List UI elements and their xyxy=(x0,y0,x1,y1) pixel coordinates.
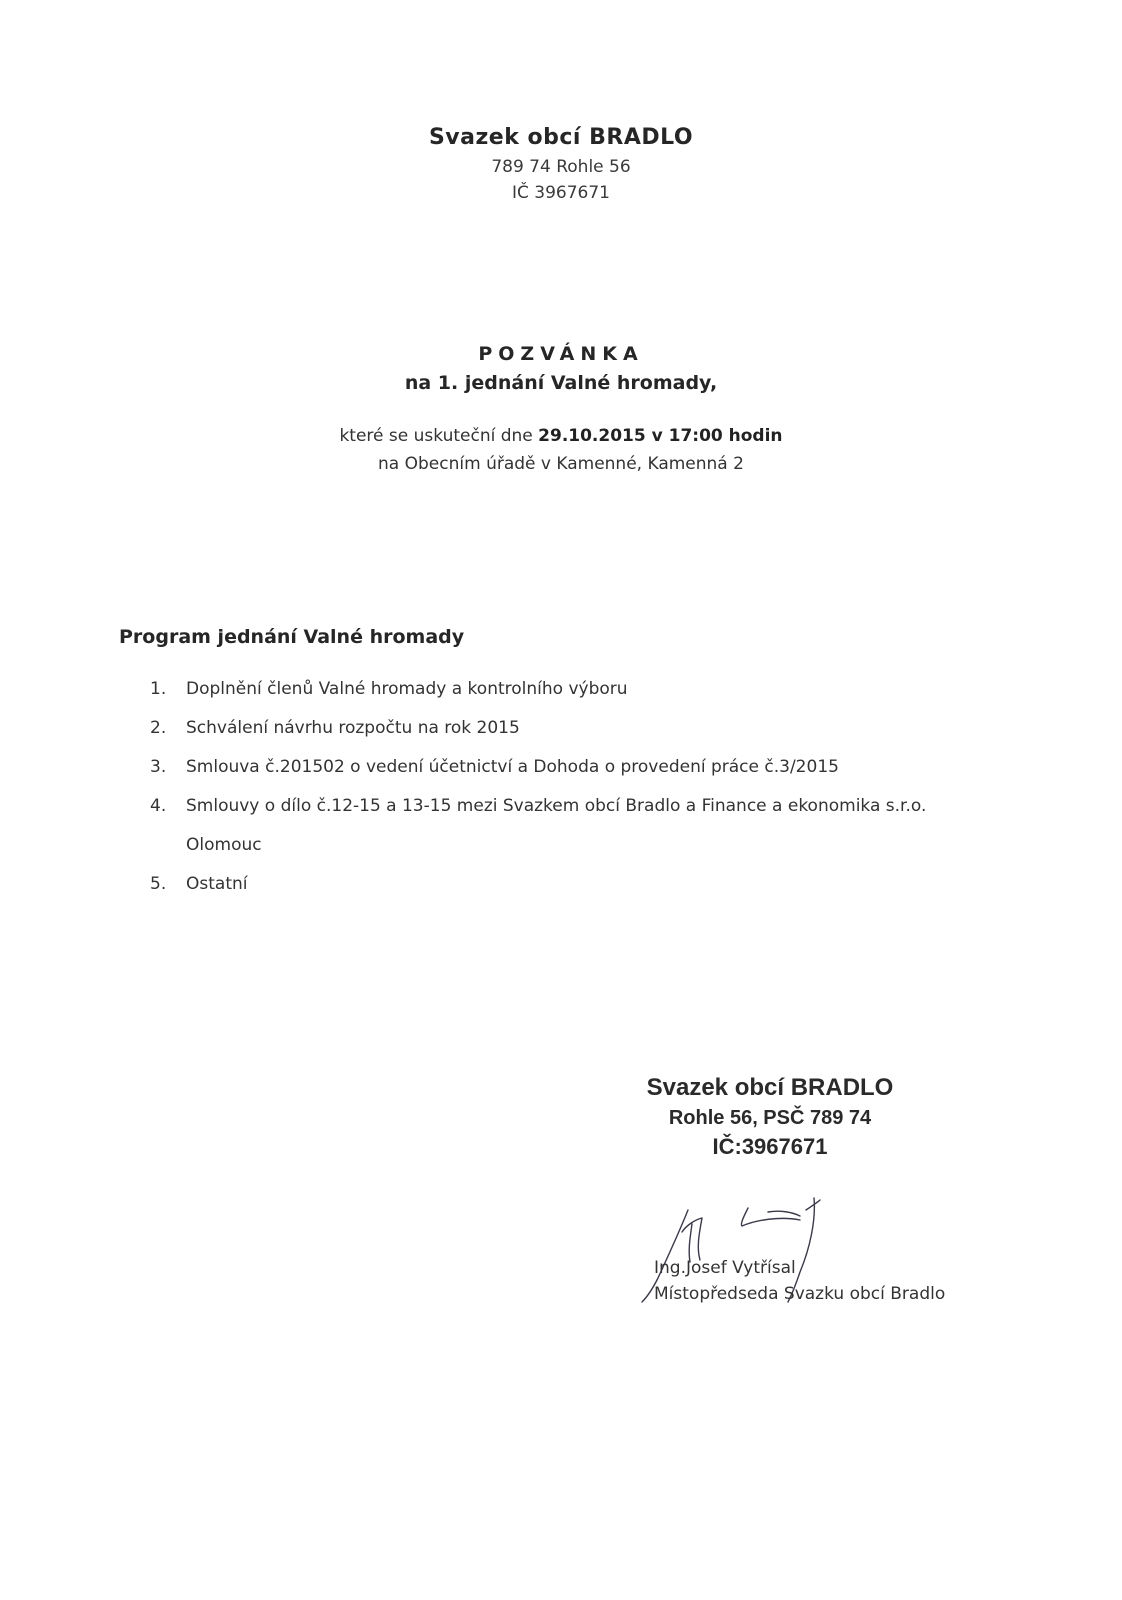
agenda-text: Ostatní xyxy=(186,874,248,894)
meeting-date-prefix: které se uskuteční dne xyxy=(339,426,539,446)
stamp-address: Rohle 56, PSČ 789 74 xyxy=(668,1107,872,1129)
agenda-text: Schválení návrhu rozpočtu na rok 2015 xyxy=(186,718,520,738)
agenda-number xyxy=(150,826,186,865)
official-stamp xyxy=(560,1072,980,1162)
agenda-number: 4. xyxy=(150,796,167,816)
list-item xyxy=(150,865,970,904)
list-item xyxy=(150,787,970,826)
agenda-text: Smlouva č.201502 o vedení účetnictví a Dohoda o provedení práce č.3/2015 xyxy=(186,757,839,777)
program-heading: Program jednání Valné hromady xyxy=(119,626,465,648)
meeting-location: na Obecním úřadě v Kamenné, Kamenná 2 xyxy=(378,454,744,474)
signer-block xyxy=(654,1255,945,1307)
agenda-number: 3. xyxy=(150,757,167,777)
org-ic: IČ 3967671 xyxy=(512,183,610,203)
org-name: Svazek obcí BRADLO xyxy=(428,125,694,150)
agenda-number: 1. xyxy=(150,679,167,699)
invitation-subtitle: na 1. jednání Valné hromady, xyxy=(404,372,718,394)
agenda-number: 5. xyxy=(150,874,167,894)
list-item xyxy=(150,826,970,865)
agenda-text: Olomouc xyxy=(186,835,262,855)
list-item xyxy=(150,670,970,709)
meeting-details xyxy=(0,422,1122,478)
agenda-number: 2. xyxy=(150,718,167,738)
agenda-list xyxy=(150,670,970,904)
letterhead xyxy=(0,122,1122,206)
stamp-name: Svazek obcí BRADLO xyxy=(646,1074,894,1101)
invitation-block xyxy=(0,340,1122,398)
signer-name: Ing.Josef Vytřísal xyxy=(654,1258,796,1278)
signer-role: Místopředseda Svazku obcí Bradlo xyxy=(654,1284,946,1304)
org-address: 789 74 Rohle 56 xyxy=(491,157,631,177)
list-item xyxy=(150,709,970,748)
agenda-text: Doplnění členů Valné hromady a kontrolního výboru xyxy=(186,679,628,699)
invitation-title: POZVÁNKA xyxy=(478,343,644,365)
meeting-date-time: 29.10.2015 v 17:00 hodin xyxy=(538,426,783,446)
agenda-text: Smlouvy o dílo č.12-15 a 13-15 mezi Svazkem obcí Bradlo a Finance a ekonomika s.r.o. xyxy=(186,796,927,816)
meeting-date-line xyxy=(0,422,1122,450)
stamp-ic: IČ:3967671 xyxy=(712,1134,828,1159)
list-item xyxy=(150,748,970,787)
